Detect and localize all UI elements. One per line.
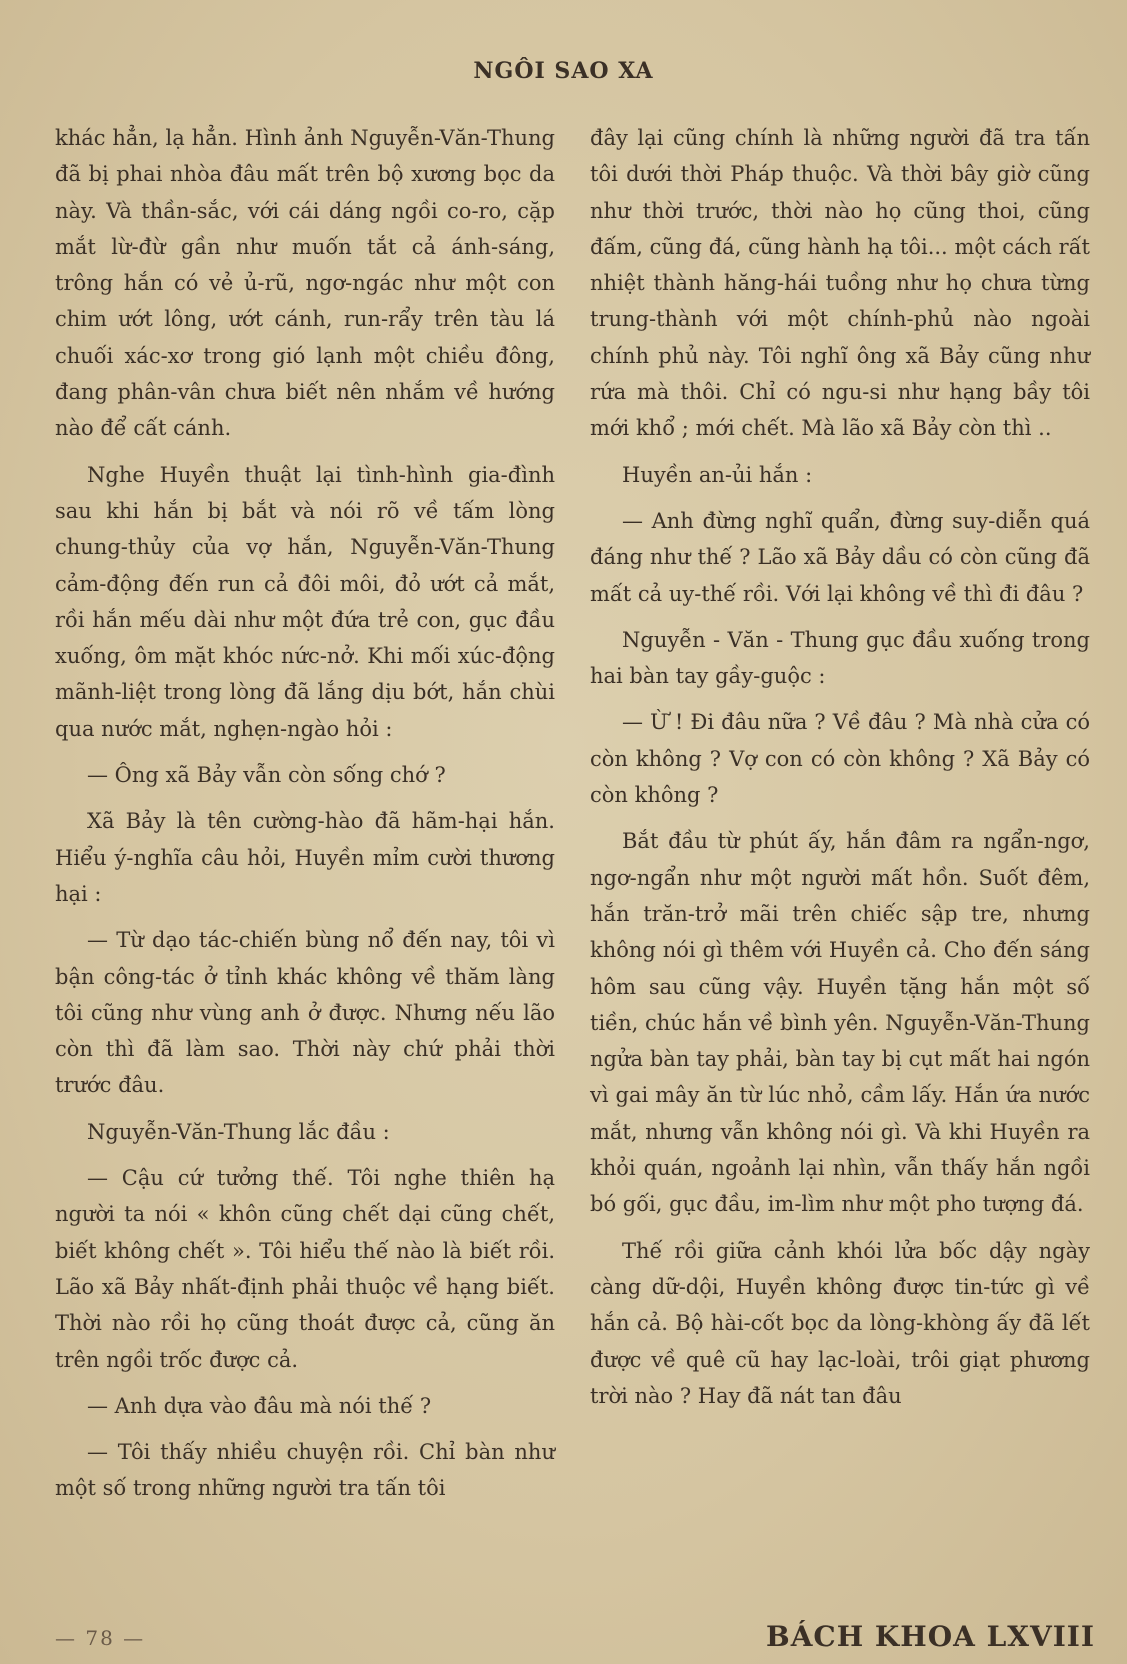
paragraph: — Ừ ! Đi đâu nữa ? Về đâu ? Mà nhà cửa có còn không ? Vợ con có còn không ? Xã Bảy có còn không ? — [590, 710, 1090, 808]
paragraph: Thế rồi giữa cảnh khói lửa bốc dậy ngày càng dữ-dội, Huyền không được tin-tức gì về hắn cả. Bộ hài-cốt bọc da lòng-khòng ấy đã lết được về quê cũ hay lạc-loài, trôi giạt phương trời nào ? Hay đã nát tan đâu — [590, 1238, 1090, 1408]
paragraph: đây lại cũng chính là những người đã tra tấn tôi dưới thời Pháp thuộc. Và thời bây giờ cũng như thời trước, thời nào họ cũng thoi, cũng đấm, cũng đá, cũng hành hạ tôi... một cách rất nhiệt thành hăng-hái tuồng như họ chưa từng trung-thành với một chính-phủ nào ngoài chính phủ này. Tôi nghĩ ông xã Bảy cũng như rứa mà thôi. Chỉ có ngu-si như hạng bầy tôi mới khổ ; mới chết. Mà lão xã Bảy còn thì .. — [590, 126, 1090, 441]
page-number: — 78 — — [55, 1626, 146, 1650]
paragraph: — Từ dạo tác-chiến bùng nổ đến nay, tôi vì bận công-tác ở tỉnh khác không về thăm làng tôi cũng như vùng anh ở được. Nhưng nếu lão còn thì đã làm sao. Thời này chứ phải thời trước đâu. — [55, 928, 555, 1098]
paragraph: — Ông xã Bảy vẫn còn sống chớ ? — [87, 763, 446, 788]
paragraph: — Anh dựa vào đâu mà nói thế ? — [87, 1393, 432, 1418]
paragraph: Nguyễn-Văn-Thung lắc đầu : — [87, 1119, 390, 1144]
paragraph: Bắt đầu từ phút ấy, hắn đâm ra ngẩn-ngơ, ngơ-ngẩn như một người mất hồn. Suốt đêm, hắn trăn-trở mãi trên chiếc sập tre, nhưng không nói gì thêm với Huyền cả. Cho đến sáng hôm sau cũng vậy. Huyền tặng hắn một số tiền, chúc hắn về bình yên. Nguyễn-Văn-Thung ngửa bàn tay phải, bàn tay bị cụt mất hai ngón vì gai mây ăn từ lúc nhỏ, cầm lấy. Hắn ứa nước mắt, nhưng vẫn không nói gì. Và khi Huyền ra khỏi quán, ngoảnh lại nhìn, vẫn thấy hắn ngồi bó gối, gục đầu, im-lìm như một pho tượng đá. — [590, 829, 1090, 1217]
right-column — [590, 120, 1090, 1424]
journal-title: BÁCH KHOA LXVIII — [766, 1620, 1095, 1653]
paragraph: Nguyễn - Văn - Thung gục đầu xuống trong hai bàn tay gầy-guộc : — [590, 627, 1090, 689]
paragraph: Huyền an-ủi hắn : — [622, 462, 813, 487]
paragraph: khác hẳn, lạ hẳn. Hình ảnh Nguyễn-Văn-Thung đã bị phai nhòa đâu mất trên bộ xương bọc da này. Và thần-sắc, với cái dáng ngồi co-ro, cặp mắt lừ-đừ gần như muốn tắt cả ánh-sáng, trông hắn có vẻ ủ-rũ, ngơ-ngác như một con chim ướt lông, ướt cánh, run-rẩy trên tàu lá chuối xác-xơ trong gió lạnh một chiều đông, đang phân-vân chưa biết nên nhắm về hướng nào để cất cánh. — [55, 126, 555, 441]
left-column — [55, 120, 555, 1517]
paragraph: — Cậu cứ tưởng thế. Tôi nghe thiên hạ người ta nói « khôn cũng chết dại cũng chết, biết không chết ». Tôi hiểu thế nào là biết rồi. Lão xã Bảy nhất-định phải thuộc về hạng biết. Thời nào rồi họ cũng thoát được cả, cũng ăn trên ngồi trốc được cả. — [55, 1166, 555, 1372]
running-header: NGÔI SAO XA — [473, 58, 654, 84]
paragraph: — Anh đừng nghĩ quẩn, đừng suy-diễn quá đáng như thế ? Lão xã Bảy dầu có còn cũng đã mất cả uy-thế rồi. Với lại không về thì đi đâu ? — [590, 508, 1090, 606]
paragraph: — Tôi thấy nhiều chuyện rồi. Chỉ bàn như một số trong những người tra tấn tôi — [55, 1440, 555, 1501]
paragraph: Nghe Huyền thuật lại tình-hình gia-đình sau khi hắn bị bắt và nói rõ về tấm lòng chung-thủy của vợ hắn, Nguyễn-Văn-Thung cảm-động đến run cả đôi môi, đỏ ướt cả mắt, rồi hắn mếu dài như một đứa trẻ con, gục đầu xuống, ôm mặt khóc nức-nở. Khi mối xúc-động mãnh-liệt trong lòng đã lắng dịu bớt, hắn chùi qua nước mắt, nghẹn-ngào hỏi : — [55, 462, 555, 741]
paragraph: Xã Bảy là tên cường-hào đã hãm-hại hắn. Hiểu ý-nghĩa câu hỏi, Huyền mỉm cười thương hại : — [55, 809, 555, 906]
